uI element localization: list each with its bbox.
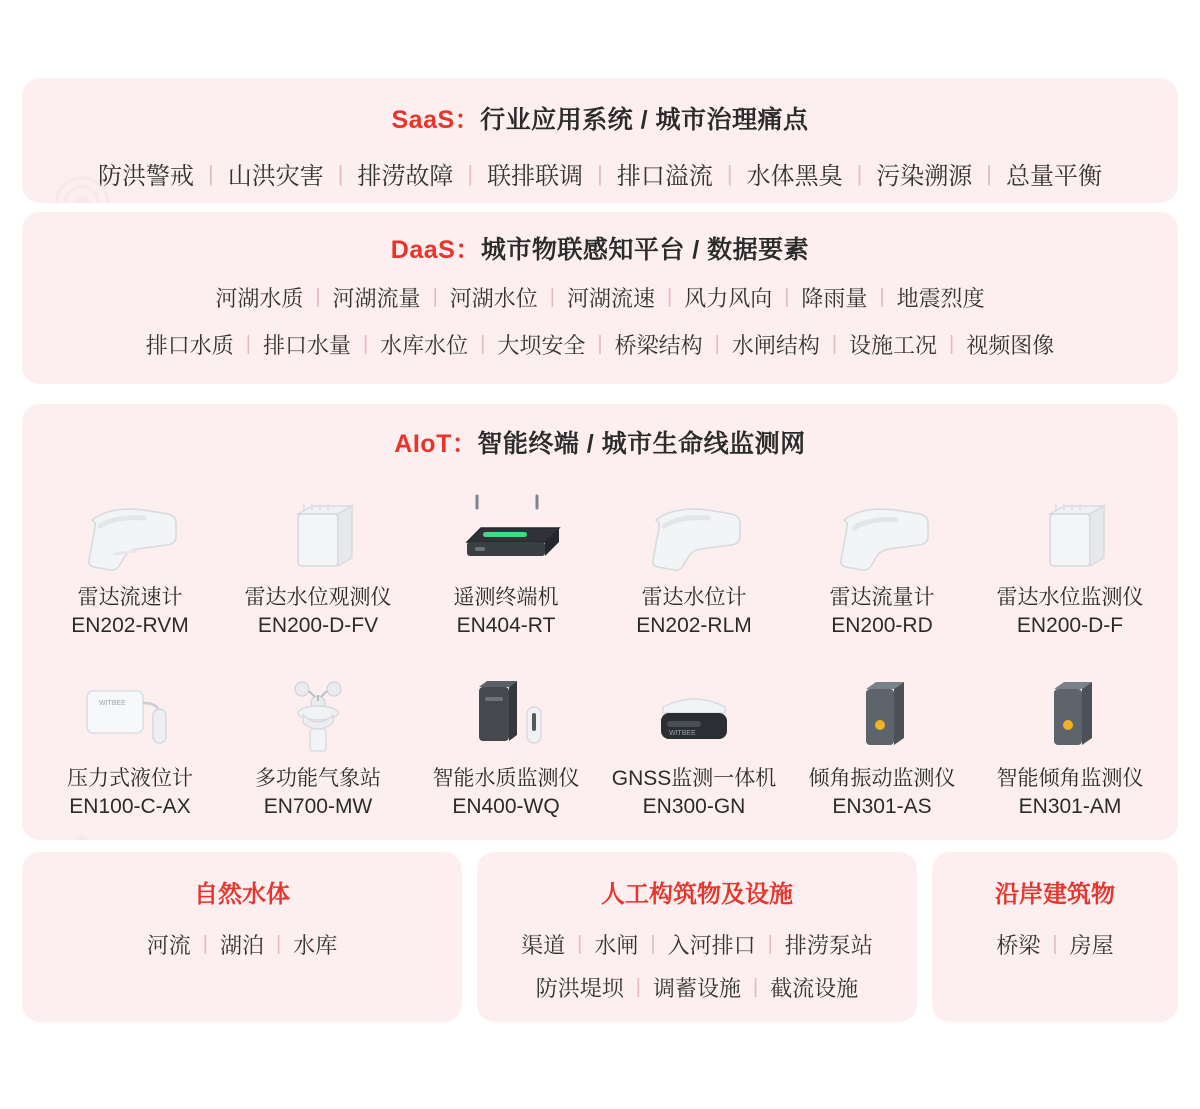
daas-title-main: 城市物联感知平台 / 数据要素 [480, 236, 810, 264]
device-model: EN400-WQ [452, 795, 560, 819]
separator: | [577, 933, 583, 955]
device-name: 雷达流量计 [829, 586, 935, 609]
natural-water-body-title: 自然水体 [194, 881, 290, 908]
radar-velocity-sensor-icon [60, 482, 200, 574]
saas-item[interactable]: 防洪警戒 [97, 163, 194, 190]
saas-item[interactable]: 排口溢流 [616, 163, 713, 190]
list-item[interactable]: 房屋 [1069, 933, 1114, 958]
radar-flow-meter-icon [812, 482, 952, 574]
saas-item[interactable]: 污染溯源 [876, 163, 973, 190]
list-item[interactable]: 桥梁 [996, 933, 1041, 958]
device-card[interactable] [412, 482, 600, 641]
device-card[interactable] [224, 663, 412, 822]
daas-band [22, 212, 1178, 384]
device-model: EN200-RD [831, 614, 933, 638]
saas-title-prefix: SaaS： [391, 106, 481, 134]
daas-item[interactable]: 视频图像 [966, 333, 1055, 358]
daas-item[interactable]: 河湖水质 [215, 286, 304, 311]
radar-level-monitor-icon [1000, 482, 1140, 574]
artificial-structures-items-row-2 [477, 972, 917, 1003]
device-name: 雷达水位计 [641, 586, 747, 609]
device-card[interactable] [976, 482, 1164, 641]
daas-item[interactable]: 风力风向 [684, 286, 773, 311]
list-item[interactable]: 截流设施 [770, 976, 859, 1001]
separator: | [432, 286, 438, 308]
separator: | [650, 933, 656, 955]
device-name: GNSS监测一体机 [611, 766, 777, 790]
rtu-router-icon [436, 482, 576, 574]
saas-title-main: 行业应用系统 / 城市治理痛点 [480, 106, 809, 134]
list-item[interactable]: 河流 [146, 933, 191, 958]
device-model: EN100-C-AX [69, 795, 191, 819]
daas-item[interactable]: 河湖流量 [332, 286, 421, 311]
device-grid-row-2 [22, 663, 1178, 822]
aiot-title-prefix: AIoT： [394, 430, 478, 458]
device-card[interactable] [600, 482, 788, 641]
daas-item[interactable]: 降雨量 [801, 286, 868, 311]
separator: | [986, 160, 993, 186]
saas-band [22, 78, 1178, 203]
artificial-structures-items-row-1 [477, 929, 917, 960]
separator: | [202, 933, 208, 955]
separator: | [467, 160, 474, 186]
separator: | [714, 333, 720, 355]
device-name: 多功能气象站 [255, 766, 381, 790]
list-item[interactable]: 水库 [293, 933, 338, 958]
radar-level-meter-icon [624, 482, 764, 574]
list-item[interactable]: 入河排口 [667, 933, 756, 958]
saas-item[interactable]: 水体黑臭 [746, 163, 843, 190]
device-card[interactable] [36, 663, 224, 822]
device-card[interactable] [412, 663, 600, 822]
daas-title-prefix: DaaS： [390, 236, 481, 264]
device-model: EN200-D-FV [257, 614, 379, 638]
device-model: EN300-GN [642, 795, 746, 819]
smart-tilt-monitor-icon [1000, 663, 1140, 755]
device-card[interactable] [36, 482, 224, 641]
separator: | [207, 160, 214, 186]
aiot-title-main: 智能终端 / 城市生命线监测网 [477, 430, 806, 458]
separator: | [784, 286, 790, 308]
separator: | [667, 286, 673, 308]
artificial-structures-card [477, 852, 917, 1022]
daas-item[interactable]: 河湖流速 [566, 286, 655, 311]
device-card[interactable] [224, 482, 412, 641]
device-model: EN202-RVM [71, 614, 189, 638]
separator: | [315, 286, 321, 308]
pressure-level-gauge-icon [60, 663, 200, 755]
device-card[interactable] [788, 482, 976, 641]
separator: | [480, 333, 486, 355]
device-name: 智能倾角监测仪 [996, 766, 1144, 790]
list-item[interactable]: 渠道 [521, 933, 566, 958]
separator: | [245, 333, 251, 355]
daas-title [22, 230, 1178, 266]
network-node-watermark-icon [52, 834, 112, 840]
separator: | [362, 333, 369, 355]
daas-items-row-2 [22, 329, 1178, 360]
list-item[interactable]: 排涝泵站 [784, 933, 873, 958]
device-grid-row-1 [22, 482, 1178, 641]
daas-item[interactable]: 桥梁结构 [614, 333, 703, 358]
separator: | [767, 933, 773, 955]
daas-item[interactable]: 大坝安全 [497, 333, 586, 358]
svg-text:WITBEE: WITBEE [99, 699, 126, 707]
daas-item[interactable]: 水闸结构 [731, 333, 820, 358]
tilt-vibration-monitor-icon [812, 663, 952, 755]
device-card[interactable] [600, 663, 788, 822]
device-name: 倾角振动监测仪 [808, 766, 956, 790]
separator: | [831, 333, 838, 355]
list-item[interactable]: 水闸 [594, 933, 639, 958]
water-quality-monitor-icon [436, 663, 576, 755]
device-card[interactable] [788, 663, 976, 822]
artificial-structures-title: 人工构筑物及设施 [601, 881, 793, 908]
coastal-buildings-card [932, 852, 1178, 1022]
device-model: EN202-RLM [636, 614, 752, 638]
separator: | [597, 160, 603, 186]
aiot-band [22, 404, 1178, 840]
saas-item[interactable]: 总量平衡 [1006, 163, 1103, 190]
separator: | [549, 286, 555, 308]
svg-text:WITBEE: WITBEE [669, 729, 696, 737]
separator: | [635, 976, 641, 998]
separator: | [753, 976, 759, 998]
device-name: 遥测终端机 [453, 586, 559, 609]
device-model: EN700-MW [263, 795, 373, 819]
daas-item[interactable]: 河湖水位 [449, 286, 538, 311]
list-item[interactable]: 湖泊 [219, 933, 264, 958]
separator: | [1052, 933, 1058, 955]
separator: | [949, 333, 955, 355]
natural-water-body-items [22, 929, 462, 960]
weather-station-icon [248, 663, 388, 755]
list-item[interactable]: 防洪堤坝 [535, 976, 624, 1001]
target-watermark-icon [52, 174, 112, 203]
device-model: EN301-AM [1018, 795, 1122, 819]
separator: | [856, 160, 863, 186]
separator: | [337, 160, 344, 186]
separator: | [726, 160, 733, 186]
separator: | [276, 933, 282, 955]
coastal-buildings-items [932, 929, 1178, 960]
daas-item[interactable]: 设施工况 [849, 333, 938, 358]
daas-item[interactable]: 排口水质 [145, 333, 234, 358]
saas-item[interactable]: 山洪灾害 [227, 163, 324, 190]
saas-title [22, 100, 1178, 136]
device-name: 雷达水位监测仪 [996, 586, 1144, 609]
gnss-monitor-icon [624, 663, 764, 755]
daas-item[interactable]: 水库水位 [380, 333, 469, 358]
device-name: 压力式液位计 [67, 766, 193, 790]
saas-items-row [22, 156, 1178, 191]
daas-item[interactable]: 排口水量 [262, 333, 351, 358]
saas-item[interactable]: 联排联调 [487, 163, 584, 190]
device-card[interactable] [976, 663, 1164, 822]
separator: | [597, 333, 603, 355]
saas-item[interactable]: 排涝故障 [357, 163, 454, 190]
radar-level-observer-icon [248, 482, 388, 574]
natural-water-body-card [22, 852, 462, 1022]
device-name: 雷达流速计 [77, 586, 183, 609]
daas-items-row-1 [22, 282, 1178, 313]
device-name: 雷达水位观测仪 [244, 586, 392, 609]
device-model: EN404-RT [456, 614, 556, 638]
coastal-buildings-title: 沿岸建筑物 [995, 881, 1115, 908]
device-name: 智能水质监测仪 [432, 766, 580, 790]
aiot-title [22, 424, 1178, 460]
list-item[interactable]: 调蓄设施 [652, 976, 741, 1001]
device-model: EN200-D-F [1016, 614, 1124, 638]
daas-item[interactable]: 地震烈度 [896, 286, 985, 311]
device-model: EN301-AS [832, 795, 932, 819]
separator: | [879, 286, 885, 308]
